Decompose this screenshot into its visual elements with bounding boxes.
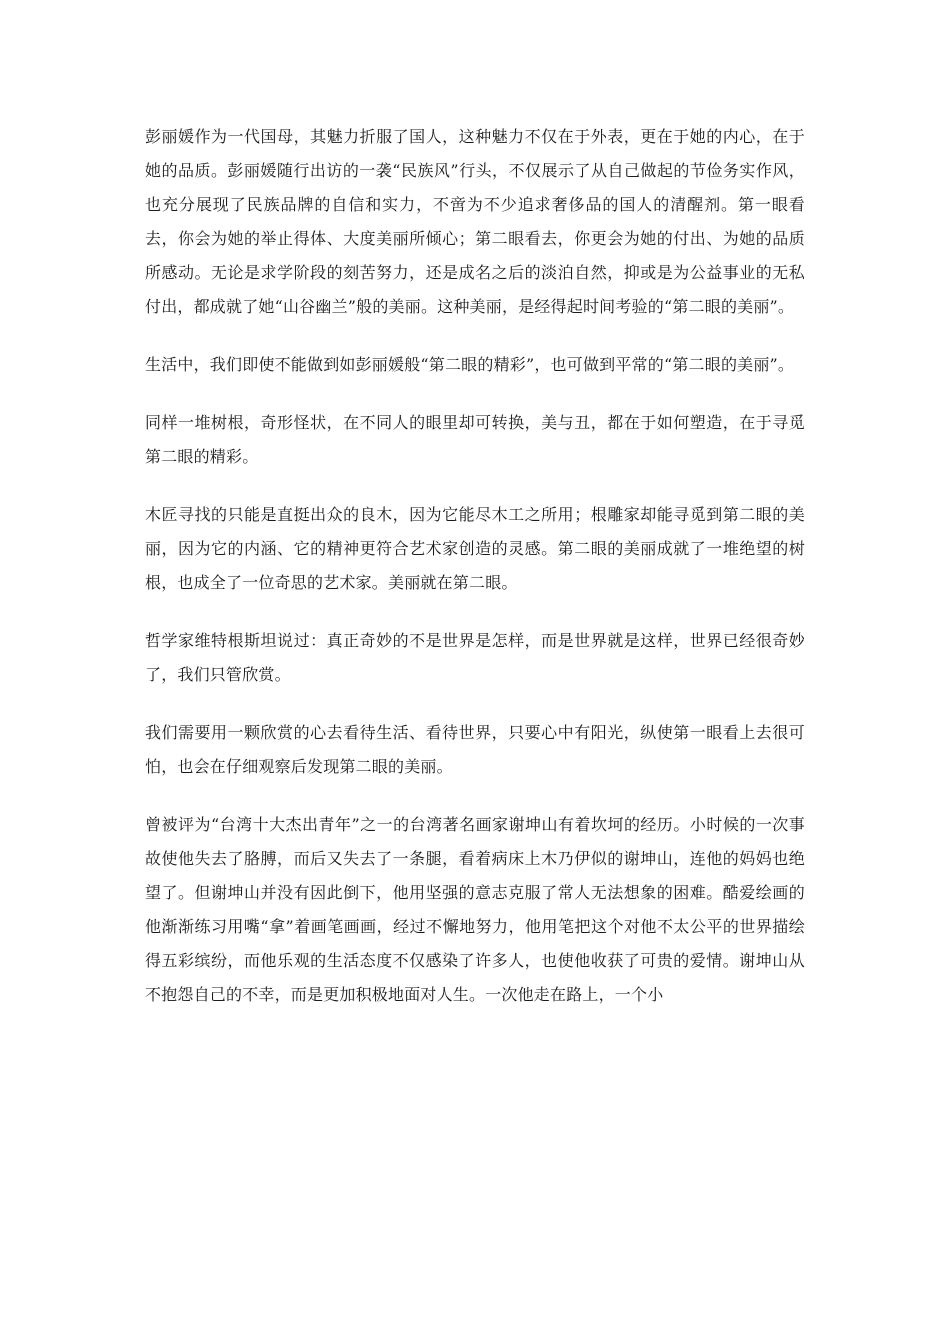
paragraph-peng-liyuan: 彭丽媛作为一代国母，其魅力折服了国人，这种魅力不仅在于外表，更在于她的内心，在于她的品质。彭丽媛随行出访的一袭“民族风”行头，不仅展示了从自己做起的节俭务实作风，也充分展现了民族品牌的自信和实力，不啻为不少追求奢侈品的国人的清醒剂。第一眼看去，你会为她的举止得体、大度美丽所倾心；第二眼看去，你更会为她的付出、为她的品质所感动。无论是求学阶段的刻苦努力，还是成名之后的淡泊自然，抑或是为公益事业的无私付出，都成就了她“山谷幽兰”般的美丽。这种美丽，是经得起时间考验的“第二眼的美丽”。 xyxy=(145,127,805,316)
paragraph-tree-roots: 同样一堆树根，奇形怪状，在不同人的眼里却可转换，美与丑，都在于如何塑造，在于寻觅第二眼的精彩。 xyxy=(145,413,805,466)
paragraph-carpenter: 木匠寻找的只能是直挺出众的良木，因为它能尽木工之所用；根雕家却能寻觅到第二眼的美丽，因为它的内涵、它的精神更符合艺术家创造的灵感。第二眼的美丽成就了一堆绝望的树根，也成全了一位奇思的艺术家。美丽就在第二眼。 xyxy=(145,505,805,592)
paragraph-xie-kunshan: 曾被评为“台湾十大杰出青年”之一的台湾著名画家谢坤山有着坎坷的经历。小时候的一次事故使他失去了胳膊，而后又失去了一条腿，看着病床上木乃伊似的谢坤山，连他的妈妈也绝望了。但谢坤山并没有因此倒下，他用坚强的意志克服了常人无法想象的困难。酷爱绘画的他渐渐练习用嘴“拿”着画笔画画，经过不懈地努力，他用笔把这个对他不太公平的世界描绘得五彩缤纷，而他乐观的生活态度不仅感染了许多人，也使他收获了可贵的爱情。谢坤山从不抱怨自己的不幸，而是更加积极地面对人生。一次他走在路上，一个小 xyxy=(145,815,805,1004)
paragraph-second-glance-life: 生活中，我们即使不能做到如彭丽媛般“第二眼的精彩”，也可做到平常的“第二眼的美丽”。 xyxy=(145,355,795,374)
paragraph-wittgenstein: 哲学家维特根斯坦说过：真正奇妙的不是世界是怎样，而是世界就是这样，世界已经很奇妙了，我们只管欣赏。 xyxy=(145,631,805,684)
paragraph-appreciation: 我们需要用一颗欣赏的心去看待生活、看待世界，只要心中有阳光，纵使第一眼看上去很可怕，也会在仔细观察后发现第二眼的美丽。 xyxy=(145,723,805,776)
document-body xyxy=(145,120,805,1036)
